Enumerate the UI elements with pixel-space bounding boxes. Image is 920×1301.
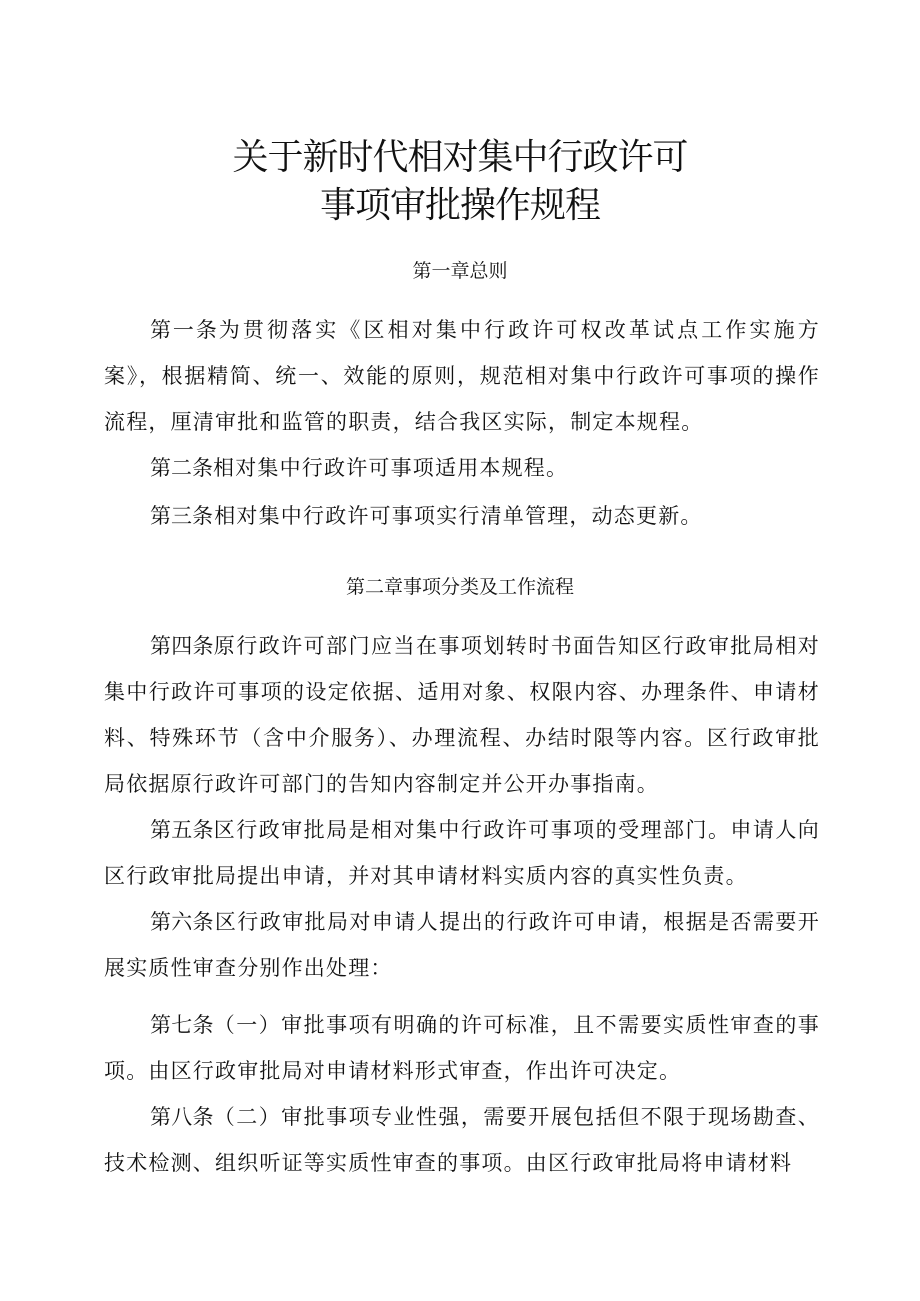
article-label: 第四条 bbox=[150, 634, 214, 658]
article-paragraph bbox=[104, 623, 820, 807]
chapter-heading-2: 第二章事项分类及工作流程 bbox=[345, 576, 574, 598]
article-label: 第八条 bbox=[150, 1105, 214, 1129]
article-text: （一）审批事项有明确的许可标准，且不需要实质性审查的事项。由区行政审批局对申请材料形式审查，作出许可决定。 bbox=[104, 1013, 821, 1083]
article-paragraph bbox=[104, 1002, 820, 1094]
article-text: 区行政审批局是相对集中行政许可事项的受理部门。申请人向区行政审批局提出申请，并对其申请材料实质内容的真实性负责。 bbox=[104, 818, 821, 888]
article-paragraph bbox=[104, 445, 820, 491]
article-text: 原行政许可部门应当在事项划转时书面告知区行政审批局相对集中行政许可事项的设定依据、适用对象、权限内容、办理条件、申请材料、特殊环节（含中介服务）、办理流程、办结时限等内容。区行政审批局依据原行政许可部门的告知内容制定并公开办事指南。 bbox=[104, 634, 821, 796]
article-text: 为贯彻落实《区相对集中行政许可权改革试点工作实施方案》，根据精简、统一、效能的原则，规范相对集中行政许可事项的操作流程，厘清审批和监管的职责，结合我区实际，制定本规程。 bbox=[104, 318, 821, 434]
document-title-line-1: 关于新时代相对集中行政许可 bbox=[232, 137, 688, 178]
article-text: 条区行政审批局对申请人提出的行政许可申请，根据是否需要开展实质性审查分别作出处理： bbox=[104, 910, 821, 980]
article-text: 条相对集中行政许可事项实行清单管理，动态更新。 bbox=[192, 504, 703, 528]
chapter-heading-1: 第一章总则 bbox=[412, 260, 508, 282]
article-text: 相对集中行政许可事项适用本规程。 bbox=[213, 456, 569, 480]
article-paragraph bbox=[104, 807, 820, 899]
article-paragraph bbox=[104, 493, 820, 539]
article-paragraph bbox=[104, 1094, 820, 1186]
article-label: 第七条 bbox=[150, 1013, 214, 1037]
article-label: 第二条 bbox=[150, 456, 213, 480]
article-label: 第三 bbox=[150, 504, 192, 528]
article-paragraph bbox=[104, 899, 820, 991]
article-label: 第五条 bbox=[150, 818, 214, 842]
article-text: （二）审批事项专业性强，需要开展包括但不限于现场勘查、技术检测、组织听证等实质性审查的事项。由区行政审批局将申请材料 bbox=[104, 1105, 821, 1175]
article-label: 第六 bbox=[150, 910, 193, 934]
article-label: 第一条 bbox=[150, 318, 219, 342]
document-title-line-2: 事项审批操作规程 bbox=[319, 185, 600, 226]
article-paragraph bbox=[104, 307, 820, 445]
